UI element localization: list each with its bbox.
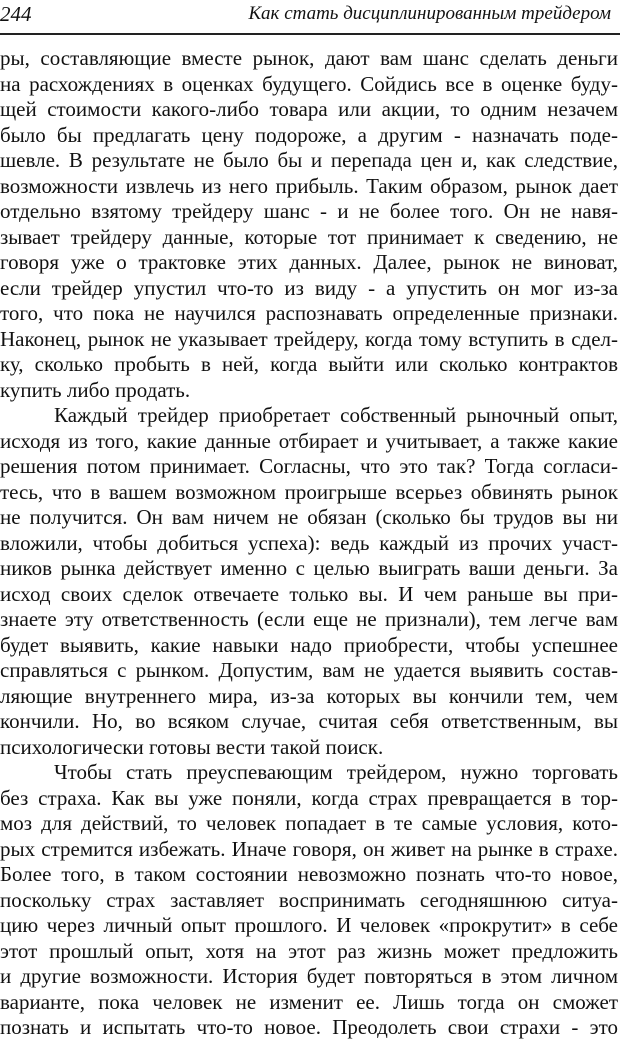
text-line: решения потом принимает. Согласны, что это так? Тогда согласи- [0,454,618,478]
text-line: цию через личный опыт прошлого. И человек «прокрутит» в себе [0,913,618,937]
text-line: Чтобы стать преуспевающим трейдером, нужно торговать [54,760,618,784]
running-head [0,0,620,36]
text-line: и другие возможности. История будет повторяться в этом личном [0,964,618,988]
text-line: купить либо продать. [0,377,191,402]
body-text [0,46,618,1041]
text-line: вложили, чтобы добиться успеха): ведь каждый из прочих участ- [0,530,618,555]
text-line: Более того, в таком состоянии невозможно познать что-то новое, [0,862,618,886]
paragraph [0,760,618,1041]
text-line: знаете эту ответственность (если еще не признали), тем легче вам [0,607,618,631]
text-line: психологически готовы вести такой поиск. [0,734,384,759]
text-line: Каждый трейдер приобретает собственный рыночный опыт, [54,403,618,427]
text-line: не получится. Он вам ничем не обязан (сколько бы трудов вы ни [0,505,618,529]
text-line: шевле. В результате не было бы и перепада цен и, как следствие, [0,148,618,172]
text-line: ры, составляющие вместе рынок, дают вам шанс сделать деньги [0,46,618,70]
text-line: будет выявить, какие навыки надо приобрести, чтобы успешнее [0,632,618,657]
text-line: познать и испытать что-то новое. Преодолеть свои страхи - это [0,1015,618,1039]
text-line: кончили. Но, во всяком случае, считая себя ответственным, вы [0,709,618,733]
paragraph [0,46,618,403]
text-line: рых стремится избежать. Иначе говоря, он живет на рынке в страхе. [0,836,618,861]
text-line: говоря уже о трактовке этих данных. Далее, рынок не виноват, [0,250,618,274]
text-line: исходя из того, какие данные отбирает и учитывает, а также какие [0,428,618,453]
text-line: варианте, пока человек не изменит ее. Лишь тогда он сможет [0,989,618,1014]
text-line: было бы предлагать цену подороже, а другим - назначать подe- [0,122,618,147]
text-line: ников рынка действует именно с целью выиграть ваши деньги. За [0,556,618,580]
header-rule [0,33,620,35]
text-line: ляющие внутреннего мира, из-за которых вы кончили тем, чем [0,683,618,708]
text-line: без страха. Как вы уже поняли, когда страх превращается в тор- [0,785,618,810]
text-line: Наконец, рынок не указывает трейдеру, когда тому вступить в сдел- [0,326,618,351]
text-line: тесь, что в вашем возможном проигрыше всерьез обвинять рынок [0,479,618,504]
text-line: на расхождениях в оценках будущего. Сойдись все в оценке буду- [0,71,618,96]
text-line: исход своих сделок отвечаете только вы. И чем раньше вы при- [0,581,618,606]
running-title: Как стать дисциплинированным трейдером [248,3,611,24]
text-line: если трейдер упустил что-то из виду - а упустить он мог из-за [0,275,618,300]
page-number: 244 [0,2,32,26]
text-line: ку, сколько пробыть в ней, когда выйти или сколько контрактов [0,352,618,376]
text-line: справляться с рынком. Допустим, вам не удается выявить состав- [0,658,618,682]
text-line: отдельно взятому трейдеру шанс - и не более того. Он не навя- [0,199,618,223]
text-line: возможности извлечь из него прибыль. Таким образом, рынок дает [0,173,618,198]
text-line: зывает трейдеру данные, которые тот принимает к сведению, не [0,224,618,249]
text-line: щей стоимости какого-либо товара или акции, то одним незачем [0,97,618,121]
paragraph [0,403,618,760]
text-line: моз для действий, то человек попадает в те самые условия, кото- [0,811,618,835]
text-line: того, что пока не научился распознавать определенные признаки. [0,301,618,325]
text-line: этот прошлый опыт, хотя на этот раз жизнь может предложить [0,938,618,963]
text-line: поскольку страх заставляет воспринимать сегодняшнюю ситуа- [0,887,618,912]
